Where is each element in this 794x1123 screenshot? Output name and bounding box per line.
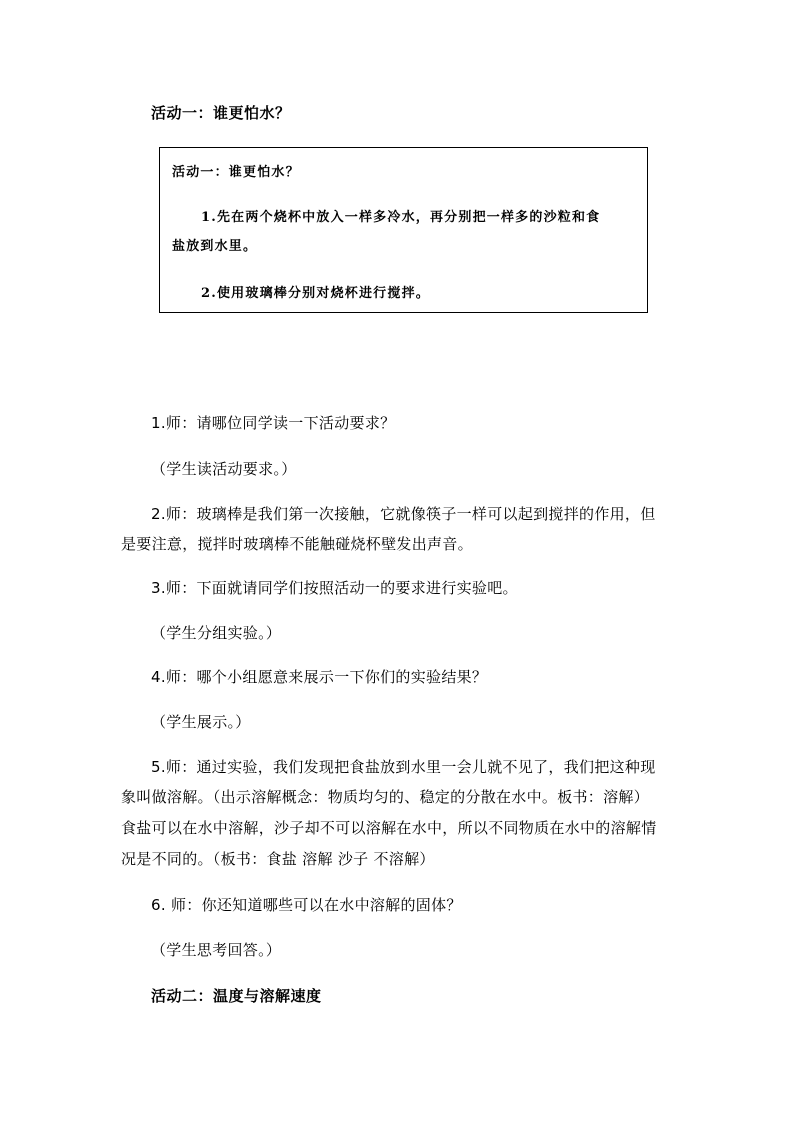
paragraph-line: （学生读活动要求。） xyxy=(151,460,297,478)
paragraph-line: 况是不同的。（板书：食盐 溶解 沙子 不溶解） xyxy=(121,850,435,868)
box-step-1-line-1: 1.先在两个烧杯中放入一样多冷水，再分别把一样多的沙粒和食 xyxy=(201,210,601,225)
paragraph-line: （学生展示。） xyxy=(151,713,251,731)
paragraph-line: 1.师：请哪位同学读一下活动要求？ xyxy=(151,414,396,432)
activity-one-heading: 活动一：谁更怕水？ xyxy=(151,104,291,122)
paragraph-line: 4.师：哪个小组愿意来展示一下你们的实验结果？ xyxy=(151,668,488,686)
box-title: 活动一：谁更怕水？ xyxy=(172,165,300,180)
paragraph-line: （学生分组实验。） xyxy=(151,624,282,642)
paragraph-line: 是要注意，搅拌时玻璃棒不能触碰烧杯壁发出声音。 xyxy=(121,535,473,553)
paragraph-line: 3.师：下面就请同学们按照活动一的要求进行实验吧。 xyxy=(151,579,518,597)
activity-one-box xyxy=(159,147,648,313)
activity-two-heading: 活动二：温度与溶解速度 xyxy=(151,987,322,1005)
paragraph-line: （学生思考回答。） xyxy=(151,941,282,959)
paragraph-line: 6. 师：你还知道哪些可以在水中溶解的固体？ xyxy=(151,896,462,914)
paragraph-line: 象叫做溶解。（出示溶解概念：物质均匀的、稳定的分散在水中。板书：溶解） xyxy=(121,788,650,806)
paragraph-line: 5.师：通过实验，我们发现把食盐放到水里一会儿就不见了，我们把这种现 xyxy=(151,758,656,776)
paragraph-line: 2.师：玻璃棒是我们第一次接触，它就像筷子一样可以起到搅拌的作用，但 xyxy=(151,505,656,523)
box-step-1-line-2: 盐放到水里。 xyxy=(172,239,258,254)
paragraph-line: 食盐可以在水中溶解，沙子却不可以溶解在水中，所以不同物质在水中的溶解情 xyxy=(121,819,657,837)
box-step-2: 2.使用玻璃棒分别对烧杯进行搅拌。 xyxy=(201,286,430,301)
